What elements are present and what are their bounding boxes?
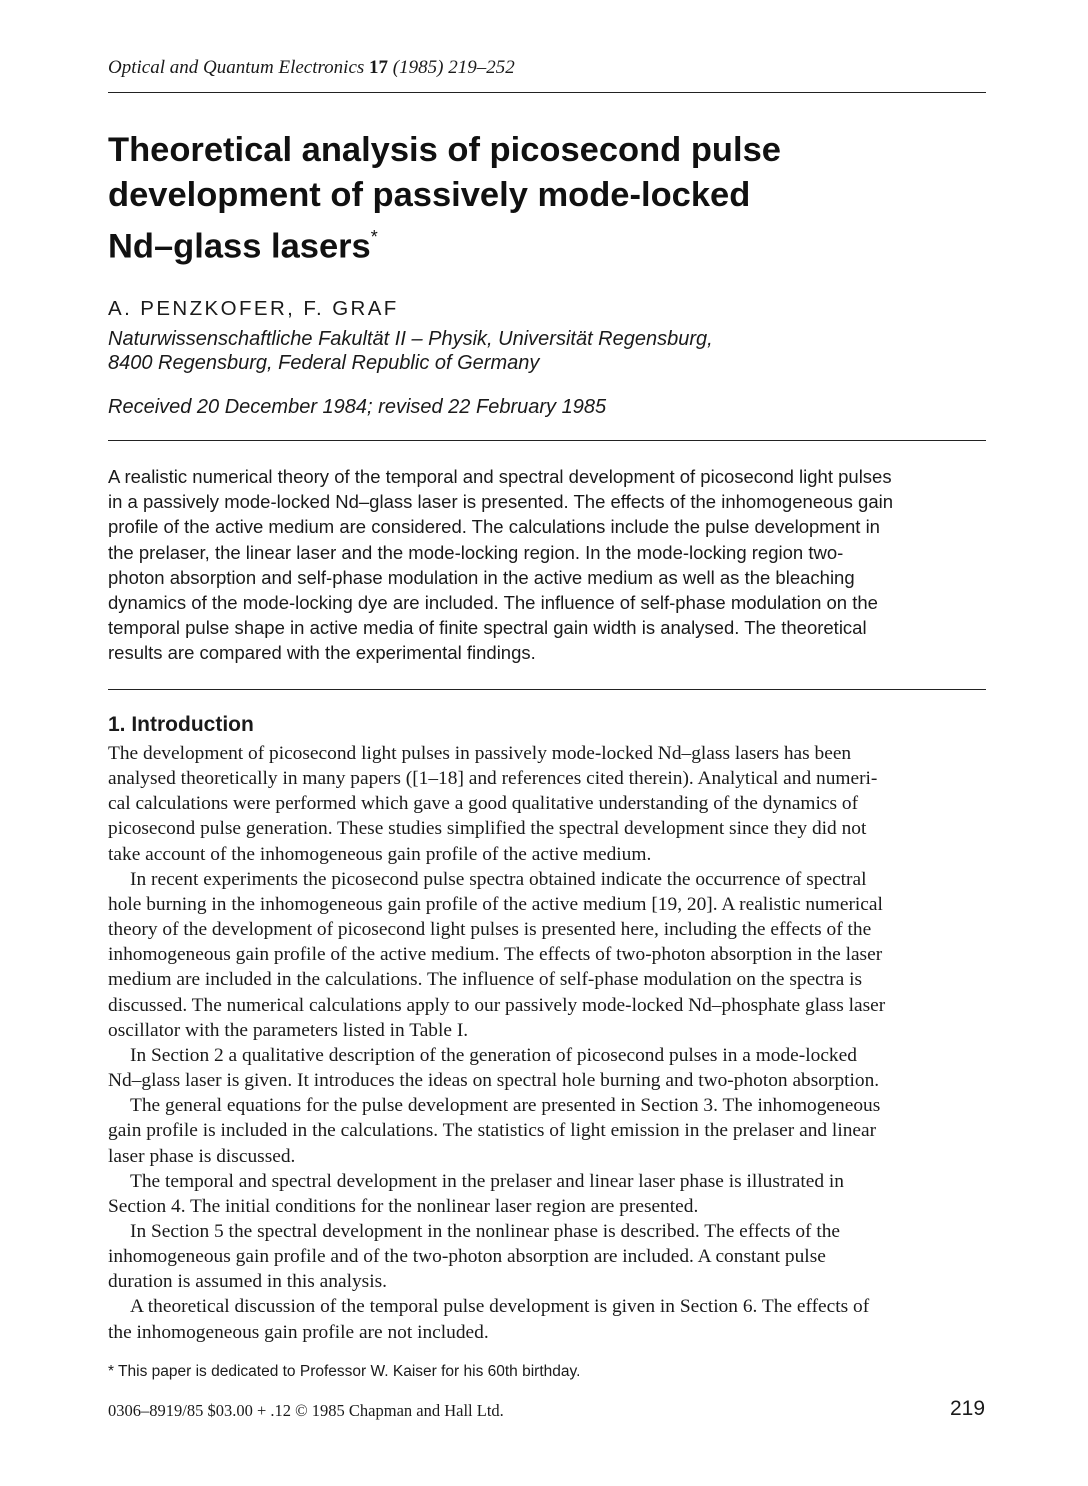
paragraph: [108, 1294, 988, 1344]
paragraph-line: picosecond pulse generation. These studies simplified the spectral development since they did not: [108, 818, 867, 840]
paragraph-line: duration is assumed in this analysis.: [108, 1271, 387, 1293]
title-footnote-marker: *: [370, 227, 378, 247]
paragraph-line: inhomogeneous gain profile and of the two-photon absorption are included. A constant pulse: [108, 1246, 826, 1268]
journal-year-pages: (1985) 219–252: [392, 57, 515, 78]
section-heading: 1. Introduction: [108, 713, 254, 736]
affiliation-line-2: 8400 Regensburg, Federal Republic of Germany: [108, 352, 540, 374]
affiliation-line-1: Naturwissenschaftliche Fakultät II – Physik, Universität Regensburg,: [108, 328, 713, 350]
journal-header: [108, 57, 515, 79]
abstract-line: profile of the active medium are considered. The calculations include the pulse development in: [108, 516, 880, 538]
title-line-2: development of passively mode-locked: [108, 175, 751, 214]
journal-name: Optical and Quantum Electronics: [108, 57, 365, 78]
abstract-top-rule: [108, 440, 986, 441]
paragraph-line: The temporal and spectral development in the prelaser and linear laser phase is illustrated in: [130, 1170, 844, 1192]
affiliation: [108, 327, 713, 375]
paragraph-line: theory of the development of picosecond light pulses is presented here, including the effects of the: [108, 919, 872, 941]
authors: A. PENZKOFER, F. GRAF: [108, 297, 399, 320]
received-dates: Received 20 December 1984; revised 22 February 1985: [108, 396, 607, 418]
footnote: * This paper is dedicated to Professor W. Kaiser for his 60th birthday.: [108, 1363, 581, 1380]
paragraph-line: hole burning in the inhomogeneous gain profile of the active medium [19, 20]. A realistic numerical: [108, 893, 883, 915]
paper-title: [108, 128, 968, 269]
section-body: [108, 741, 988, 1345]
paragraph-line: oscillator with the parameters listed in Table I.: [108, 1019, 469, 1041]
title-line-3: [108, 217, 968, 269]
copyright-line: 0306–8919/85 $03.00 + .12 © 1985 Chapman and Hall Ltd.: [108, 1401, 504, 1420]
paragraph-line: In Section 2 a qualitative description of the generation of picosecond pulses in a mode-locked: [130, 1044, 857, 1066]
paragraph-line: discussed. The numerical calculations apply to our passively mode-locked Nd–phosphate glass laser: [108, 994, 886, 1016]
paragraph-line: In recent experiments the picosecond pulse spectra obtained indicate the occurrence of spectral: [130, 868, 867, 890]
paragraph-line: Section 4. The initial conditions for the nonlinear laser region are presented.: [108, 1195, 699, 1217]
paragraph-line: take account of the inhomogeneous gain profile of the active medium.: [108, 843, 652, 865]
paragraph: [108, 1043, 988, 1093]
paragraph-line: cal calculations were performed which gave a good qualitative understanding of the dynamics of: [108, 793, 859, 815]
abstract-line: dynamics of the mode-locking dye are included. The influence of self-phase modulation on the: [108, 592, 878, 614]
abstract-line: results are compared with the experimental findings.: [108, 642, 536, 664]
abstract-line: in a passively mode-locked Nd–glass laser is presented. The effects of the inhomogeneous gain: [108, 491, 894, 513]
paragraph-line: In Section 5 the spectral development in the nonlinear phase is described. The effects of the: [130, 1220, 841, 1242]
abstract-line: A realistic numerical theory of the temporal and spectral development of picosecond light pulses: [108, 466, 892, 487]
paragraph-line: the inhomogeneous gain profile are not included.: [108, 1321, 489, 1343]
paragraph: [108, 1093, 988, 1168]
abstract-bottom-rule: [108, 689, 986, 690]
page-number: 219: [950, 1397, 986, 1420]
paragraph: [108, 741, 988, 867]
abstract-line: photon absorption and self-phase modulation in the active medium as well as the bleaching: [108, 566, 855, 588]
header-rule: [108, 92, 986, 93]
title-line-1: Theoretical analysis of picosecond pulse: [108, 131, 781, 169]
paragraph-line: Nd–glass laser is given. It introduces the ideas on spectral hole burning and two-photon absorption.: [108, 1070, 880, 1092]
abstract: [108, 464, 988, 666]
journal-volume: 17: [369, 57, 389, 78]
paragraph-line: The general equations for the pulse development are presented in Section 3. The inhomogeneous: [130, 1095, 881, 1117]
title-line-3-text: Nd–glass lasers: [108, 227, 371, 266]
paragraph-line: laser phase is discussed.: [108, 1145, 296, 1167]
paragraph-line: inhomogeneous gain profile of the active medium. The effects of two-photon absorption in the laser: [108, 944, 883, 966]
paragraph-line: A theoretical discussion of the temporal pulse development is given in Section 6. The effects of: [130, 1296, 870, 1318]
paragraph: [108, 1169, 988, 1219]
paragraph-line: gain profile is included in the calculations. The statistics of light emission in the prelaser and linear: [108, 1120, 877, 1142]
abstract-line: the prelaser, the linear laser and the mode-locking region. In the mode-locking region two-: [108, 541, 844, 563]
paragraph-line: analysed theoretically in many papers ([1–18] and references cited therein). Analytical and numeri-: [108, 768, 878, 790]
abstract-line: temporal pulse shape in active media of finite spectral gain width is analysed. The theoretical: [108, 617, 867, 639]
paragraph-line: The development of picosecond light pulses in passively mode-locked Nd–glass lasers has been: [108, 743, 852, 764]
paragraph: [108, 867, 988, 1043]
paragraph-line: medium are included in the calculations. The influence of self-phase modulation on the spectra is: [108, 969, 863, 991]
paragraph: [108, 1219, 988, 1294]
